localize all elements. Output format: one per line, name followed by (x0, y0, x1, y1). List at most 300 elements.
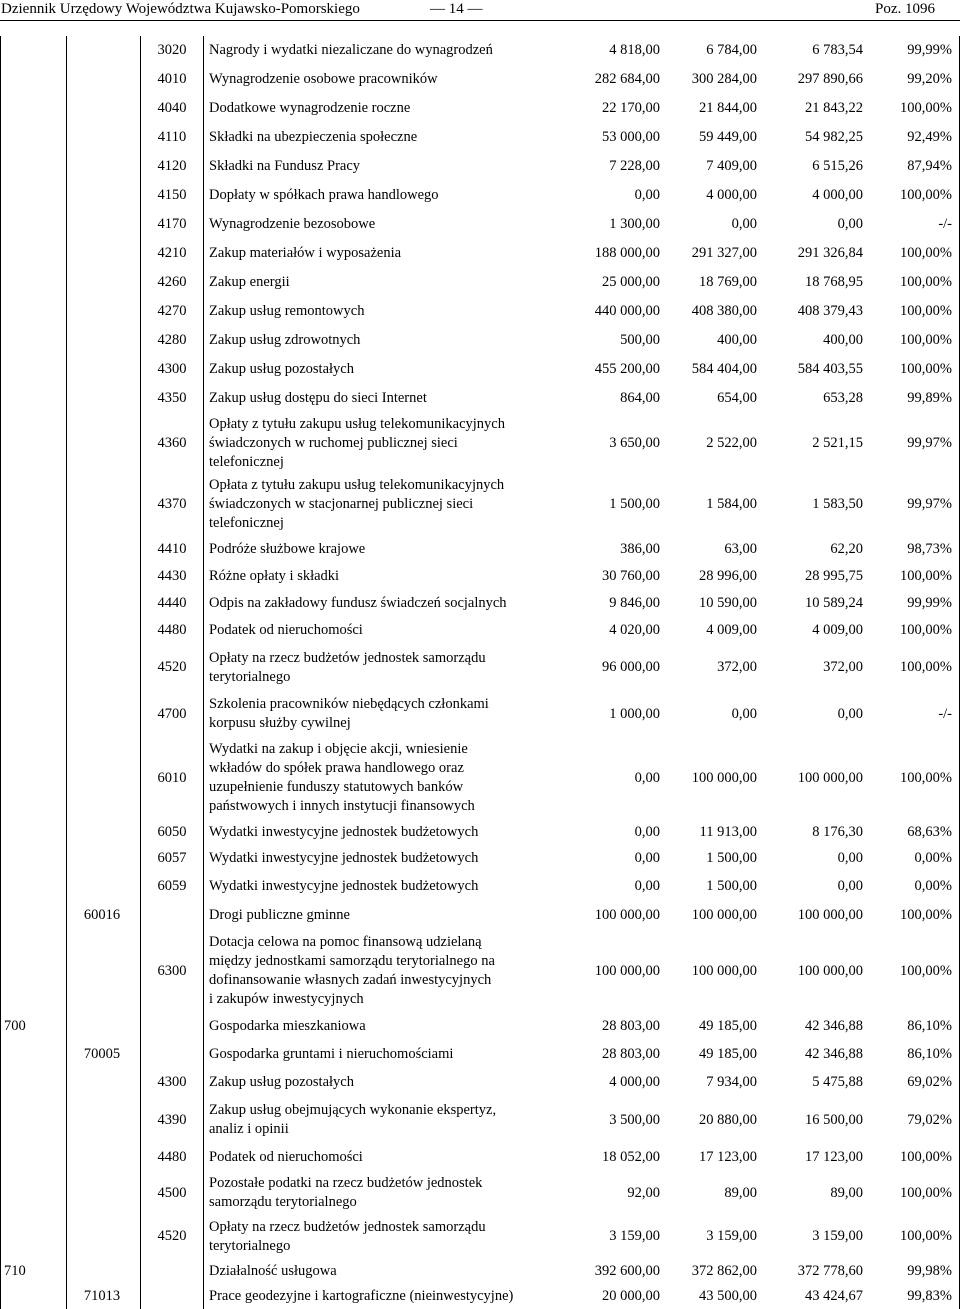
cell-percent: 86,10% (907, 1017, 952, 1034)
cell-plan: 3 500,00 (609, 1111, 660, 1128)
cell-dzial (4, 239, 64, 268)
cell-dzial (4, 355, 64, 384)
cell-paragraf: 6057 (157, 849, 187, 866)
table-row (0, 152, 960, 181)
cell-paragraf: 4520 (157, 1228, 187, 1244)
cell-plan: 1 000,00 (609, 705, 660, 722)
cell-name (209, 413, 559, 473)
cell-plan-after-changes: 0,00 (731, 705, 757, 722)
cell-name: Nagrody i wydatki niezaliczane do wynagrodzeń (209, 42, 493, 58)
table-row (0, 65, 960, 94)
cell-plan-after-changes: 1 500,00 (706, 877, 757, 894)
table-row (0, 563, 960, 590)
cell-paragraf: 4360 (157, 434, 187, 451)
cell-name-line: Zakup usług obejmujących wykonanie ekspertyz, (209, 1102, 497, 1118)
cell-plan-after-changes: 28 996,00 (699, 568, 757, 584)
cell-dzial (4, 413, 64, 473)
cell-name: Dopłaty w spółkach prawa handlowego (209, 187, 439, 203)
cell-name: Zakup usług dostępu do sieci Internet (209, 390, 427, 406)
journal-title: Dziennik Urzędowy Województwa Kujawsko-Pomorskiego (1, 1, 360, 17)
cell-paragraf: 4700 (157, 705, 187, 722)
cell-execution: 10 589,24 (805, 595, 863, 611)
cell-percent: 100,00% (900, 332, 952, 348)
table-row (0, 617, 960, 644)
cell-dzial (4, 1171, 64, 1215)
table-row (0, 36, 960, 65)
cell-plan-after-changes: 49 185,00 (699, 1017, 757, 1034)
table-row (0, 901, 960, 930)
cell-plan: 7 228,00 (609, 158, 660, 174)
cell-paragraf: 4430 (157, 568, 187, 584)
cell-plan-after-changes: 11 913,00 (699, 823, 757, 840)
cell-rozdzial (72, 65, 132, 94)
cell-name-line: świadczonych w stacjonarnej publicznej sieci (209, 496, 474, 512)
table-row (0, 384, 960, 413)
cell-rozdzial (72, 473, 132, 536)
cell-rozdzial (72, 871, 132, 901)
cell-execution: 8 176,30 (812, 823, 863, 840)
cell-plan-after-changes: 100 000,00 (691, 769, 757, 786)
cell-name: Składki na Fundusz Pracy (209, 158, 361, 174)
cell-plan: 3 650,00 (609, 434, 660, 451)
cell-percent: 69,02% (907, 1074, 952, 1090)
cell-name (209, 691, 559, 737)
table-row (0, 210, 960, 239)
cell-name-line: analiz i opinii (209, 1121, 289, 1137)
cell-dzial (4, 617, 64, 644)
cell-execution: 372 778,60 (797, 1262, 863, 1279)
cell-name-line: Opłaty na rzecz budżetów jednostek samorządu (209, 649, 486, 666)
cell-execution: 400,00 (823, 332, 863, 348)
cell-dzial (4, 930, 64, 1012)
cell-dzial (4, 691, 64, 737)
cell-paragraf: 4040 (157, 100, 187, 116)
cell-rozdzial (72, 239, 132, 268)
cell-percent: -/- (938, 216, 952, 232)
cell-rozdzial (72, 644, 132, 691)
cell-paragraf: 3020 (157, 42, 187, 58)
cell-plan: 30 760,00 (602, 568, 660, 584)
cell-plan-after-changes: 10 590,00 (699, 595, 757, 611)
cell-percent: 68,63% (907, 823, 952, 840)
cell-dzial (4, 65, 64, 94)
table-row (0, 1040, 960, 1068)
table-row (0, 1284, 960, 1309)
cell-name: Wynagrodzenie osobowe pracowników (209, 71, 438, 87)
cell-percent: 100,00% (900, 568, 952, 584)
cell-percent: 99,20% (907, 71, 952, 87)
cell-rozdzial (72, 355, 132, 384)
cell-name (209, 473, 559, 536)
cell-plan: 392 600,00 (594, 1262, 660, 1279)
cell-plan: 100 000,00 (594, 907, 660, 923)
cell-plan-after-changes: 400,00 (717, 332, 757, 348)
cell-plan-after-changes: 4 000,00 (706, 187, 757, 203)
cell-paragraf: 4010 (157, 71, 187, 87)
cell-plan-after-changes: 291 327,00 (691, 245, 757, 261)
table-row (0, 297, 960, 326)
cell-rozdzial (72, 413, 132, 473)
cell-plan-after-changes: 18 769,00 (699, 274, 757, 290)
cell-plan: 53 000,00 (602, 129, 660, 145)
cell-rozdzial (72, 691, 132, 737)
cell-rozdzial (72, 181, 132, 210)
cell-name (209, 644, 559, 691)
cell-name: Zakup usług remontowych (209, 303, 365, 319)
cell-rozdzial (72, 123, 132, 152)
cell-percent: 0,00% (914, 877, 952, 894)
cell-dzial: 710 (4, 1262, 26, 1279)
cell-plan: 100 000,00 (594, 962, 660, 979)
cell-plan-after-changes: 0,00 (731, 216, 757, 232)
cell-dzial (4, 1068, 64, 1097)
cell-plan-after-changes: 100 000,00 (691, 962, 757, 979)
cell-plan: 18 052,00 (602, 1148, 660, 1165)
cell-paragraf: 4410 (157, 541, 187, 557)
cell-execution: 653,28 (823, 390, 863, 406)
cell-plan: 0,00 (634, 769, 660, 786)
cell-plan-after-changes: 43 500,00 (699, 1288, 757, 1304)
cell-dzial (4, 563, 64, 590)
cell-paragraf (143, 1284, 201, 1309)
cell-execution: 0,00 (837, 705, 863, 722)
cell-plan-after-changes: 7 409,00 (706, 158, 757, 174)
cell-name: Wynagrodzenie bezosobowe (209, 216, 376, 232)
cell-paragraf (143, 1258, 201, 1284)
cell-plan: 500,00 (620, 332, 660, 348)
table-row (0, 930, 960, 1012)
cell-plan: 0,00 (634, 823, 660, 840)
cell-paragraf: 6300 (157, 962, 187, 979)
table-row (0, 1012, 960, 1040)
table-row (0, 819, 960, 845)
cell-rozdzial (72, 1143, 132, 1171)
cell-name: Zakup usług pozostałych (209, 1074, 354, 1090)
cell-execution: 5 475,88 (812, 1074, 863, 1090)
cell-percent: 100,00% (900, 907, 952, 923)
cell-percent: 100,00% (900, 659, 952, 675)
cell-execution: 54 982,25 (805, 129, 863, 145)
table-row (0, 413, 960, 473)
cell-rozdzial (72, 94, 132, 123)
page-number: — 14 — (430, 1, 483, 17)
cell-paragraf: 4370 (157, 496, 187, 512)
cell-name-line: świadczonych w ruchomej publicznej sieci (209, 434, 458, 451)
cell-rozdzial (72, 617, 132, 644)
cell-name: Wydatki inwestycyjne jednostek budżetowych (209, 877, 479, 894)
cell-name-line: korpusu służby cywilnej (209, 715, 351, 731)
table-row (0, 691, 960, 737)
table-row (0, 1097, 960, 1143)
cell-execution: 21 843,22 (805, 100, 863, 116)
cell-rozdzial (72, 737, 132, 819)
table-row (0, 536, 960, 563)
cell-name-line: Opłaty na rzecz budżetów jednostek samorządu (209, 1218, 486, 1235)
cell-paragraf: 4270 (157, 303, 187, 319)
cell-execution: 372,00 (823, 659, 863, 675)
cell-name-line: dofinansowanie własnych zadań inwestycyjnych (209, 972, 492, 988)
cell-execution: 0,00 (837, 849, 863, 866)
cell-percent: 99,99% (907, 42, 952, 58)
cell-plan: 0,00 (634, 877, 660, 894)
cell-plan: 4 000,00 (609, 1074, 660, 1090)
cell-dzial (4, 871, 64, 901)
cell-plan-after-changes: 63,00 (724, 541, 757, 557)
cell-paragraf: 6059 (157, 877, 187, 894)
cell-paragraf: 4300 (157, 1074, 187, 1090)
cell-rozdzial (72, 1097, 132, 1143)
cell-name: Składki na ubezpieczenia społeczne (209, 129, 418, 145)
cell-name: Gospodarka gruntami i nieruchomościami (209, 1045, 454, 1062)
cell-plan: 4 020,00 (609, 622, 660, 638)
cell-name-line: uzupełnienie funduszy statutowych banków (209, 779, 464, 795)
cell-rozdzial (72, 210, 132, 239)
cell-rozdzial (72, 36, 132, 65)
cell-execution: 0,00 (837, 877, 863, 894)
cell-execution: 89,00 (830, 1184, 863, 1201)
table-row (0, 1068, 960, 1097)
table-row (0, 644, 960, 691)
cell-plan-after-changes: 2 522,00 (706, 434, 757, 451)
cell-dzial (4, 181, 64, 210)
cell-rozdzial: 70005 (83, 1045, 121, 1062)
cell-paragraf: 4480 (157, 622, 187, 638)
cell-execution: 6 515,26 (812, 158, 863, 174)
cell-rozdzial: 60016 (83, 907, 121, 923)
cell-name-line: Opłaty z tytułu zakupu usług telekomunikacyjnych (209, 415, 505, 432)
cell-percent: 100,00% (900, 1228, 952, 1244)
cell-execution: 18 768,95 (805, 274, 863, 290)
cell-name: Odpis na zakładowy fundusz świadczeń socjalnych (209, 595, 507, 611)
cell-name: Zakup materiałów i wyposażenia (209, 245, 402, 261)
cell-name-line: telefonicznej (209, 515, 284, 531)
cell-dzial (4, 901, 64, 930)
cell-plan: 3 159,00 (609, 1228, 660, 1244)
table-row (0, 239, 960, 268)
table-row (0, 268, 960, 297)
cell-dzial (4, 644, 64, 691)
cell-percent: 99,83% (907, 1288, 952, 1304)
cell-name-line: Opłata z tytułu zakupu usług telekomunikacyjnych (209, 477, 505, 493)
cell-execution: 4 000,00 (812, 187, 863, 203)
cell-name: Różne opłaty i składki (209, 568, 340, 584)
page-header (0, 0, 960, 20)
cell-execution: 17 123,00 (805, 1148, 863, 1165)
header-rule (0, 20, 960, 21)
table-row (0, 355, 960, 384)
cell-dzial (4, 94, 64, 123)
cell-rozdzial: 71013 (83, 1288, 121, 1304)
cell-rozdzial (72, 152, 132, 181)
cell-execution: 43 424,67 (805, 1288, 863, 1304)
cell-execution: 6 783,54 (812, 42, 863, 58)
cell-percent: 100,00% (900, 274, 952, 290)
cell-plan: 1 300,00 (609, 216, 660, 232)
cell-dzial (4, 1284, 64, 1309)
cell-name-line: telefonicznej (209, 453, 284, 470)
cell-dzial (4, 1097, 64, 1143)
cell-plan: 28 803,00 (602, 1045, 660, 1062)
cell-plan-after-changes: 3 159,00 (706, 1228, 757, 1244)
cell-rozdzial (72, 1171, 132, 1215)
cell-name: Drogi publiczne gminne (209, 907, 350, 923)
cell-plan: 1 500,00 (609, 496, 660, 512)
cell-execution: 42 346,88 (805, 1017, 863, 1034)
cell-rozdzial (72, 1012, 132, 1040)
cell-name: Podatek od nieruchomości (209, 622, 363, 638)
cell-name: Wydatki inwestycyjne jednostek budżetowych (209, 849, 479, 866)
cell-dzial (4, 210, 64, 239)
cell-dzial (4, 268, 64, 297)
cell-plan-after-changes: 6 784,00 (706, 42, 757, 58)
cell-dzial: 700 (4, 1017, 26, 1034)
cell-name-line: terytorialnego (209, 1237, 291, 1254)
cell-execution: 16 500,00 (805, 1111, 863, 1128)
cell-plan-after-changes: 89,00 (724, 1184, 757, 1201)
cell-plan-after-changes: 100 000,00 (691, 907, 757, 923)
cell-dzial (4, 1215, 64, 1258)
cell-dzial (4, 152, 64, 181)
cell-dzial (4, 326, 64, 355)
cell-name-line: Dotacja celowa na pomoc finansową udzielaną (209, 934, 482, 950)
cell-rozdzial (72, 590, 132, 617)
cell-plan: 28 803,00 (602, 1017, 660, 1034)
cell-plan: 4 818,00 (609, 42, 660, 58)
cell-percent: 100,00% (900, 303, 952, 319)
cell-execution: 100 000,00 (797, 907, 863, 923)
cell-plan: 9 846,00 (609, 595, 660, 611)
cell-name (209, 737, 559, 819)
cell-paragraf: 4150 (157, 187, 187, 203)
cell-paragraf: 4520 (157, 659, 187, 675)
cell-rozdzial (72, 563, 132, 590)
cell-dzial (4, 737, 64, 819)
cell-plan: 864,00 (620, 390, 660, 406)
cell-execution: 28 995,75 (805, 568, 863, 584)
cell-dzial (4, 384, 64, 413)
cell-paragraf: 6050 (157, 823, 187, 840)
cell-name: Gospodarka mieszkaniowa (209, 1017, 366, 1034)
cell-plan-after-changes: 1 584,00 (706, 496, 757, 512)
cell-percent: 99,99% (907, 595, 952, 611)
cell-plan-after-changes: 7 934,00 (706, 1074, 757, 1090)
cell-percent: 100,00% (900, 187, 952, 203)
cell-percent: 92,49% (907, 129, 952, 145)
cell-dzial (4, 473, 64, 536)
cell-name-line: terytorialnego (209, 668, 291, 685)
table-row (0, 1258, 960, 1284)
cell-name-line: państwowych i innych instytucji finansowych (209, 798, 475, 814)
cell-rozdzial (72, 536, 132, 563)
table-row (0, 181, 960, 210)
cell-rozdzial (72, 297, 132, 326)
cell-rozdzial (72, 326, 132, 355)
cell-percent: 100,00% (900, 361, 952, 377)
cell-rozdzial (72, 1068, 132, 1097)
cell-plan: 25 000,00 (602, 274, 660, 290)
table-row (0, 123, 960, 152)
cell-percent: 100,00% (900, 245, 952, 261)
cell-rozdzial (72, 384, 132, 413)
cell-name: Podróże służbowe krajowe (209, 541, 366, 557)
cell-name: Zakup usług zdrowotnych (209, 332, 361, 348)
cell-name-line: Wydatki na zakup i objęcie akcji, wniesienie (209, 741, 468, 757)
cell-execution: 2 521,15 (812, 434, 863, 451)
table-row (0, 1215, 960, 1258)
cell-rozdzial (72, 845, 132, 871)
cell-plan-after-changes: 59 449,00 (699, 129, 757, 145)
cell-plan: 282 684,00 (594, 71, 660, 87)
cell-paragraf: 6010 (157, 769, 187, 786)
cell-execution: 62,20 (830, 541, 863, 557)
cell-name-line: wkładów do spółek prawa handlowego oraz (209, 760, 464, 776)
cell-execution: 42 346,88 (805, 1045, 863, 1062)
cell-dzial (4, 297, 64, 326)
cell-percent: 99,89% (907, 390, 952, 406)
cell-percent: 0,00% (914, 849, 952, 866)
cell-plan-after-changes: 17 123,00 (699, 1148, 757, 1165)
cell-percent: 99,97% (907, 434, 952, 451)
cell-plan-after-changes: 372,00 (717, 659, 757, 675)
cell-plan-after-changes: 408 380,00 (691, 303, 757, 319)
cell-percent: 87,94% (907, 158, 952, 174)
table-row (0, 1143, 960, 1171)
cell-paragraf: 4110 (157, 129, 187, 145)
cell-plan-after-changes: 584 404,00 (691, 361, 757, 377)
cell-name-line: między jednostkami samorządu terytorialnego na (209, 953, 495, 969)
cell-execution: 0,00 (837, 216, 863, 232)
cell-name: Wydatki inwestycyjne jednostek budżetowych (209, 823, 479, 840)
cell-execution: 408 379,43 (797, 303, 863, 319)
table-row (0, 871, 960, 901)
cell-dzial (4, 536, 64, 563)
cell-percent: 100,00% (900, 100, 952, 116)
cell-rozdzial (72, 819, 132, 845)
table-row (0, 473, 960, 536)
cell-dzial (4, 819, 64, 845)
cell-name: Zakup usług pozostałych (209, 361, 354, 377)
expenditure-table (0, 36, 960, 1309)
cell-name (209, 1097, 559, 1143)
cell-paragraf: 4500 (157, 1184, 187, 1201)
cell-paragraf: 4440 (157, 595, 187, 611)
cell-plan: 440 000,00 (594, 303, 660, 319)
cell-paragraf: 4280 (157, 332, 187, 348)
cell-paragraf: 4480 (157, 1148, 187, 1165)
table-row (0, 590, 960, 617)
cell-paragraf: 4170 (157, 216, 187, 232)
cell-plan: 92,00 (627, 1184, 660, 1201)
cell-plan-after-changes: 1 500,00 (706, 849, 757, 866)
cell-execution: 3 159,00 (812, 1228, 863, 1244)
cell-name: Zakup energii (209, 274, 290, 290)
cell-paragraf: 4390 (157, 1111, 187, 1128)
cell-percent: -/- (938, 705, 952, 722)
cell-name-line: Szkolenia pracowników niebędących członkami (209, 696, 489, 712)
cell-name: Działalność usługowa (209, 1262, 337, 1279)
table-row (0, 1171, 960, 1215)
cell-percent: 86,10% (907, 1045, 952, 1062)
cell-plan-after-changes: 372 862,00 (691, 1262, 757, 1279)
table-row (0, 737, 960, 819)
cell-paragraf: 4350 (157, 390, 187, 406)
cell-percent: 100,00% (900, 1148, 952, 1165)
cell-name-line: i zakupów inwestycyjnych (209, 991, 364, 1007)
cell-plan: 96 000,00 (602, 659, 660, 675)
cell-rozdzial (72, 1215, 132, 1258)
position-number: Poz. 1096 (875, 1, 935, 17)
cell-paragraf: 4210 (157, 245, 187, 261)
